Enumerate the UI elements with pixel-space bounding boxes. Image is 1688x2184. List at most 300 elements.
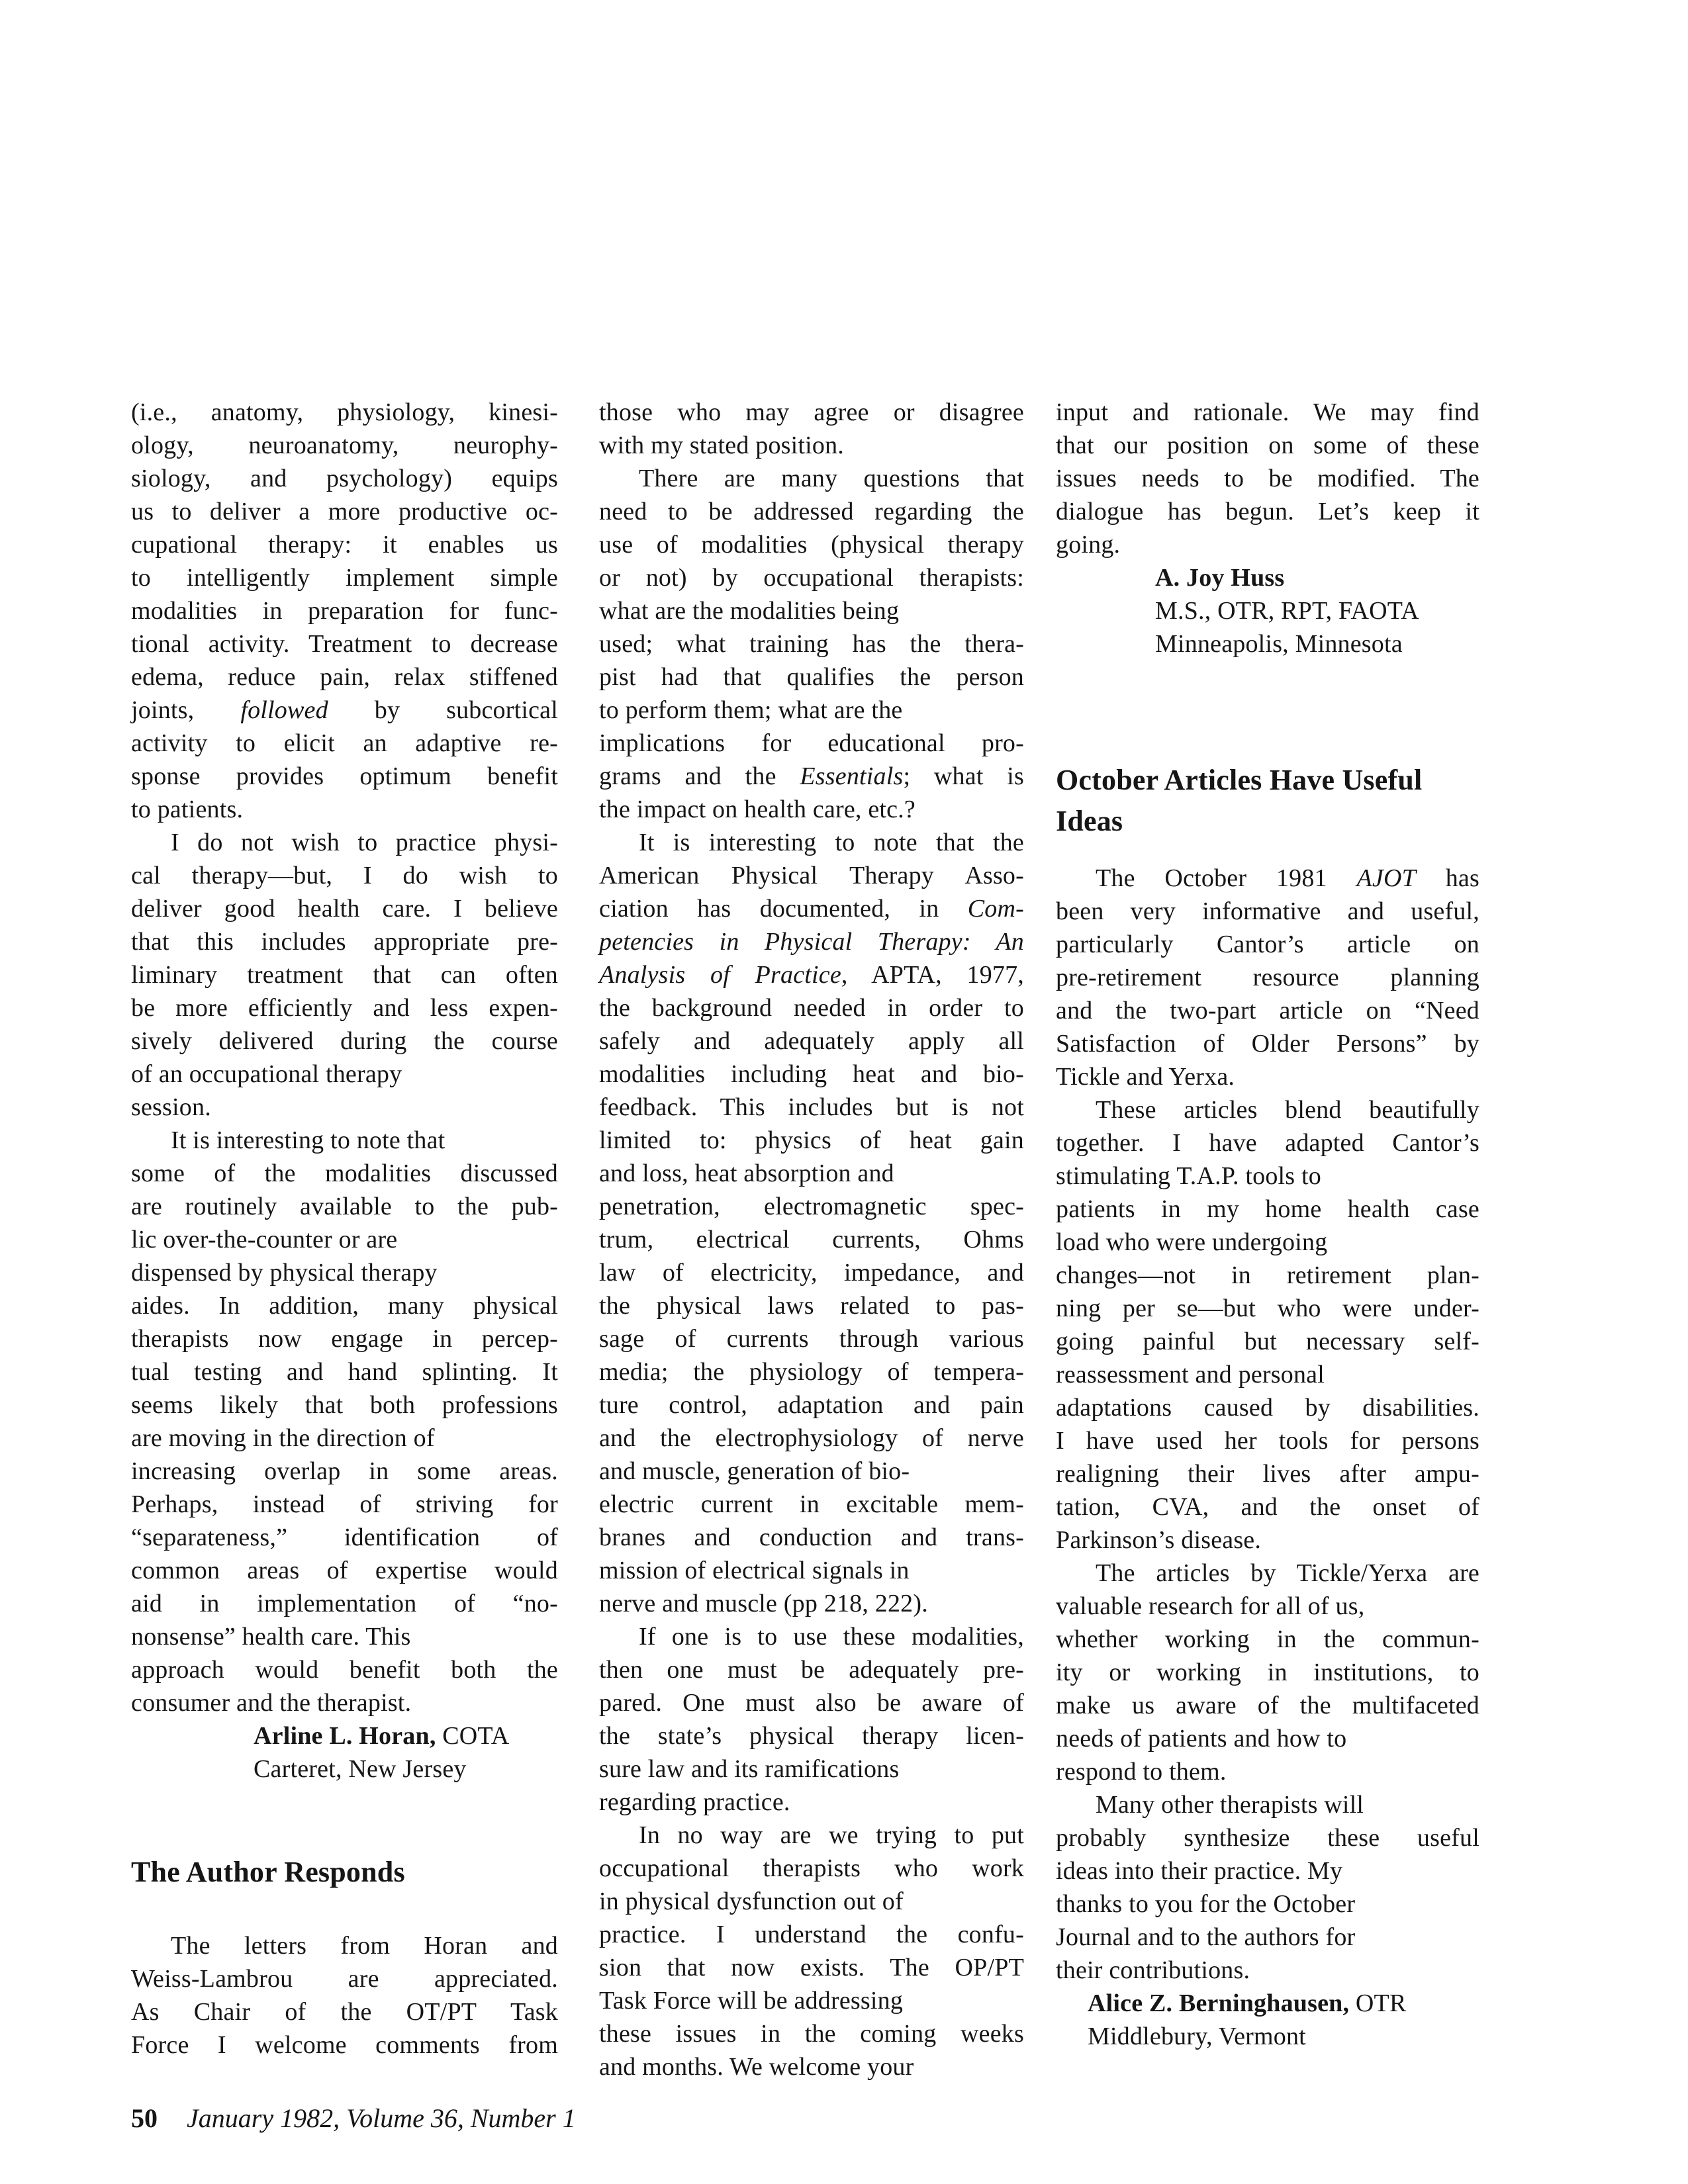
body-text: increasing overlap in some areas. xyxy=(131,1457,558,1485)
text-line xyxy=(131,1058,558,1091)
body-text: implications for educational pro- xyxy=(599,729,1024,757)
text-line xyxy=(131,1024,558,1058)
body-text: pared. One must also be aware of xyxy=(599,1689,1024,1717)
text-line xyxy=(131,1322,558,1355)
body-text: what are the modalities being xyxy=(599,597,900,625)
signature-block xyxy=(1056,561,1479,660)
body-text: and the two-part article on “Need xyxy=(1056,997,1479,1024)
text-line xyxy=(599,594,1024,627)
body-text: then one must be adequately pre- xyxy=(599,1656,1024,1684)
text-line xyxy=(1155,627,1479,660)
text-line xyxy=(599,1289,1024,1322)
body-text: cal therapy—but, I do wish to xyxy=(131,862,558,889)
body-text: Force I welcome comments from xyxy=(131,2031,558,2059)
body-text: and muscle, generation of bio- xyxy=(599,1457,910,1485)
text-line xyxy=(1056,396,1479,429)
paragraph xyxy=(1056,1093,1479,1557)
text-line xyxy=(599,1190,1024,1223)
spacer xyxy=(1056,842,1479,862)
text-line xyxy=(131,1289,558,1322)
body-text: sure law and its ramifications xyxy=(599,1755,900,1783)
body-text: are routinely available to the pub- xyxy=(131,1193,558,1220)
text-line xyxy=(1056,1888,1479,1921)
body-text: load who were undergoing xyxy=(1056,1228,1328,1256)
body-text: reassessment and personal xyxy=(1056,1361,1325,1388)
body-text: Satisfaction of Older Persons” by xyxy=(1056,1030,1479,1058)
body-text: adaptations caused by disabilities. xyxy=(1056,1394,1479,1422)
body-text: modalities including heat and bio- xyxy=(599,1060,1024,1088)
body-text: or not) by occupational therapists: xyxy=(599,564,1024,592)
body-text: these issues in the coming weeks xyxy=(599,2020,1024,2048)
body-text: The articles by Tickle/Yerxa are xyxy=(1096,1559,1479,1587)
body-text: been very informative and useful, xyxy=(1056,897,1479,925)
body-text: joints, xyxy=(131,696,241,724)
italic-text: AJOT xyxy=(1356,864,1416,892)
text-line xyxy=(1056,1160,1479,1193)
body-text: thanks to you for the October xyxy=(1056,1890,1356,1918)
body-text: I do not wish to practice physi- xyxy=(171,829,558,856)
text-line xyxy=(1056,429,1479,462)
text-line xyxy=(131,1929,558,1962)
text-line xyxy=(131,1852,558,1893)
body-text: probably synthesize these useful xyxy=(1056,1824,1479,1852)
body-text: consumer and the therapist. xyxy=(131,1689,412,1717)
paragraph xyxy=(131,1124,558,1719)
body-text: electric current in excitable mem- xyxy=(599,1490,1024,1518)
body-text: sage of currents through various xyxy=(599,1325,1024,1353)
text-line xyxy=(599,1719,1024,1752)
body-text: to perform them; what are the xyxy=(599,696,903,724)
body-text: by subcortical xyxy=(328,696,559,724)
body-text: the physical laws related to pas- xyxy=(599,1292,1024,1320)
paragraph xyxy=(599,826,1024,1620)
text-line xyxy=(1056,760,1479,801)
italic-text: petencies in Physical Therapy: An xyxy=(599,928,1024,956)
body-text: There are many questions that xyxy=(639,465,1024,492)
body-text: used; what training has the thera- xyxy=(599,630,1024,658)
text-line xyxy=(1056,928,1479,961)
body-text: American Physical Therapy Asso- xyxy=(599,862,1024,889)
text-line xyxy=(1056,528,1479,561)
body-text: dialogue has begun. Let’s keep it xyxy=(1056,498,1479,525)
text-line xyxy=(599,462,1024,495)
text-line xyxy=(1056,1490,1479,1524)
text-line xyxy=(599,1422,1024,1455)
signature-block xyxy=(131,1719,558,1786)
body-text: feedback. This includes but is not xyxy=(599,1093,1024,1121)
author-name: A. Joy Huss xyxy=(1155,564,1285,592)
text-line xyxy=(1056,961,1479,994)
body-text: pre-retirement resource planning xyxy=(1056,964,1479,991)
paragraph xyxy=(599,1620,1024,1819)
body-text: that our position on some of these xyxy=(1056,432,1479,459)
body-text: modalities in preparation for func- xyxy=(131,597,558,625)
italic-text: followed xyxy=(240,696,328,724)
body-text: together. I have adapted Cantor’s xyxy=(1056,1129,1479,1157)
paragraph xyxy=(1056,862,1479,1093)
text-line xyxy=(599,1587,1024,1620)
body-text: “separateness,” identification of xyxy=(131,1524,558,1551)
signature-block xyxy=(1056,1987,1479,2053)
column-2 xyxy=(599,396,1024,2083)
text-line xyxy=(599,958,1024,991)
text-line xyxy=(599,1355,1024,1388)
spacer xyxy=(131,1786,558,1852)
text-line xyxy=(131,760,558,793)
text-line xyxy=(1056,1060,1479,1093)
text-line xyxy=(599,1752,1024,1786)
paragraph xyxy=(1056,396,1479,561)
text-line xyxy=(1056,994,1479,1027)
paragraph xyxy=(1056,1788,1479,1987)
body-text: siology, and psychology) equips xyxy=(131,465,558,492)
body-text: OTR xyxy=(1349,1989,1407,2017)
body-text: grams and the xyxy=(599,762,800,790)
text-line xyxy=(599,760,1024,793)
text-line xyxy=(1056,1027,1479,1060)
body-text: sponse provides optimum benefit xyxy=(131,762,558,790)
body-text: penetration, electromagnetic spec- xyxy=(599,1193,1024,1220)
body-text: M.S., OTR, RPT, FAOTA xyxy=(1155,597,1419,625)
text-line xyxy=(131,958,558,991)
text-line xyxy=(599,396,1024,429)
text-line xyxy=(1056,1457,1479,1490)
paragraph xyxy=(599,462,1024,826)
body-text: input and rationale. We may find xyxy=(1056,398,1479,426)
text-line xyxy=(1056,1821,1479,1854)
text-line xyxy=(1056,1623,1479,1656)
body-text: nerve and muscle (pp 218, 222). xyxy=(599,1590,928,1617)
body-text: media; the physiology of tempera- xyxy=(599,1358,1024,1386)
body-text: patients in my home health case xyxy=(1056,1195,1479,1223)
body-text: therapists now engage in percep- xyxy=(131,1325,558,1353)
text-line xyxy=(131,826,558,859)
body-text: mission of electrical signals in xyxy=(599,1557,910,1584)
body-text: seems likely that both professions xyxy=(131,1391,558,1419)
italic-text: Analysis of Practice xyxy=(599,961,841,989)
text-line xyxy=(599,1024,1024,1058)
body-text: ; what is xyxy=(903,762,1024,790)
text-line xyxy=(599,727,1024,760)
text-line xyxy=(599,1786,1024,1819)
text-line xyxy=(1056,1193,1479,1226)
text-line xyxy=(599,859,1024,892)
heading-text: Ideas xyxy=(1056,805,1123,837)
body-text: lic over-the-counter or are xyxy=(131,1226,398,1253)
text-line xyxy=(1056,1557,1479,1590)
body-text: trum, electrical currents, Ohms xyxy=(599,1226,1024,1253)
body-text: the impact on health care, etc.? xyxy=(599,796,915,823)
body-text: to patients. xyxy=(131,796,244,823)
paragraph xyxy=(1056,1557,1479,1788)
body-text: Carteret, New Jersey xyxy=(254,1755,467,1783)
body-text: safely and adequately apply all xyxy=(599,1027,1024,1055)
body-text: going. xyxy=(1056,531,1121,559)
text-line xyxy=(1056,1325,1479,1358)
paragraph xyxy=(131,826,558,1124)
body-text: Task Force will be addressing xyxy=(599,1987,904,2015)
text-line xyxy=(254,1752,558,1786)
text-line xyxy=(131,1455,558,1488)
section-heading xyxy=(131,1852,558,1893)
text-line xyxy=(599,1951,1024,1984)
text-line xyxy=(1056,1424,1479,1457)
heading-text: October Articles Have Useful xyxy=(1056,764,1423,796)
body-text: It is interesting to note that the xyxy=(639,829,1024,856)
heading-text: The Author Responds xyxy=(131,1856,405,1888)
text-line xyxy=(131,1157,558,1190)
body-text: the state’s physical therapy licen- xyxy=(599,1722,1024,1750)
text-line xyxy=(1155,561,1479,594)
text-line xyxy=(599,826,1024,859)
body-text: , APTA, 1977, xyxy=(841,961,1024,989)
text-line xyxy=(131,1091,558,1124)
text-line xyxy=(599,528,1024,561)
text-line xyxy=(131,694,558,727)
body-text: session. xyxy=(131,1093,211,1121)
body-text: some of the modalities discussed xyxy=(131,1160,558,1187)
body-text: As Chair of the OT/PT Task xyxy=(131,1998,558,2026)
body-text: ning per se—but who were under- xyxy=(1056,1295,1479,1322)
paragraph xyxy=(131,396,558,826)
body-text: tual testing and hand splinting. It xyxy=(131,1358,558,1386)
author-name: Alice Z. Berninghausen, xyxy=(1088,1989,1350,2017)
body-text: issues needs to be modified. The xyxy=(1056,465,1479,492)
paragraph xyxy=(599,396,1024,462)
text-line xyxy=(131,1962,558,1995)
body-text: It is interesting to note that xyxy=(171,1126,445,1154)
body-text: make us aware of the multifaceted xyxy=(1056,1692,1479,1719)
body-text: If one is to use these modalities, xyxy=(639,1623,1024,1651)
body-text: These articles blend beautifully xyxy=(1096,1096,1479,1124)
body-text: common areas of expertise would xyxy=(131,1557,558,1584)
body-text: In no way are we trying to put xyxy=(639,1821,1024,1849)
text-line xyxy=(1056,1722,1479,1755)
body-text: sion that now exists. The OP/PT xyxy=(599,1954,1024,1981)
body-text: ideas into their practice. My xyxy=(1056,1857,1343,1885)
body-text: cupational therapy: it enables us xyxy=(131,531,558,559)
body-text: in physical dysfunction out of xyxy=(599,1888,904,1915)
body-text: ology, neuroanatomy, neurophy- xyxy=(131,432,558,459)
text-line xyxy=(599,495,1024,528)
text-line xyxy=(599,1554,1024,1587)
body-text: The letters from Horan and xyxy=(171,1932,558,1960)
text-line xyxy=(131,528,558,561)
body-text: use of modalities (physical therapy xyxy=(599,531,1024,559)
body-text: COTA xyxy=(436,1722,510,1750)
text-line xyxy=(131,1388,558,1422)
text-line xyxy=(131,1554,558,1587)
text-line xyxy=(131,495,558,528)
body-text: and the electrophysiology of nerve xyxy=(599,1424,1024,1452)
body-text: ture control, adaptation and pain xyxy=(599,1391,1024,1419)
body-text: deliver good health care. I believe xyxy=(131,895,558,923)
text-line xyxy=(131,859,558,892)
body-text: need to be addressed regarding the xyxy=(599,498,1024,525)
column-1 xyxy=(131,396,558,2062)
body-text: pist had that qualifies the person xyxy=(599,663,1024,691)
text-line xyxy=(131,727,558,760)
spacer xyxy=(131,1893,558,1929)
text-line xyxy=(254,1719,558,1752)
author-name: Arline L. Horan, xyxy=(254,1722,436,1750)
paragraph xyxy=(599,1819,1024,2083)
page-number: 50 xyxy=(131,2103,158,2133)
text-line xyxy=(1056,1954,1479,1987)
text-line xyxy=(1088,1987,1479,2020)
body-text: ciation has documented, in xyxy=(599,895,968,923)
text-line xyxy=(131,1190,558,1223)
text-line xyxy=(1056,1126,1479,1160)
text-line xyxy=(131,627,558,660)
text-line xyxy=(131,892,558,925)
body-text: tation, CVA, and the onset of xyxy=(1056,1493,1479,1521)
text-line xyxy=(1056,1656,1479,1689)
text-line xyxy=(131,1488,558,1521)
text-line xyxy=(1056,1259,1479,1292)
text-line xyxy=(131,1223,558,1256)
text-line xyxy=(1056,462,1479,495)
paragraph xyxy=(131,1929,558,2062)
body-text: that this includes appropriate pre- xyxy=(131,928,558,956)
text-line xyxy=(131,594,558,627)
body-text: (i.e., anatomy, physiology, kinesi- xyxy=(131,398,558,426)
text-line xyxy=(599,1653,1024,1686)
text-line xyxy=(599,1488,1024,1521)
text-line xyxy=(599,1984,1024,2017)
body-text: stimulating T.A.P. tools to xyxy=(1056,1162,1321,1190)
text-line xyxy=(1056,1590,1479,1623)
body-text: regarding practice. xyxy=(599,1788,790,1816)
body-text: nonsense” health care. This xyxy=(131,1623,411,1651)
text-line xyxy=(131,1686,558,1719)
text-line xyxy=(131,991,558,1024)
text-line xyxy=(131,2028,558,2062)
body-text: aid in implementation of “no- xyxy=(131,1590,558,1617)
text-line xyxy=(1088,2020,1479,2053)
text-line xyxy=(131,1521,558,1554)
text-line xyxy=(599,1058,1024,1091)
text-line xyxy=(131,561,558,594)
text-line xyxy=(131,793,558,826)
body-text: aides. In addition, many physical xyxy=(131,1292,558,1320)
text-line xyxy=(1056,801,1479,842)
text-line xyxy=(599,1885,1024,1918)
text-line xyxy=(131,396,558,429)
body-text: Minneapolis, Minnesota xyxy=(1155,630,1403,658)
text-line xyxy=(599,1852,1024,1885)
text-line xyxy=(599,1686,1024,1719)
journal-volume-line: January 1982, Volume 36, Number 1 xyxy=(187,2103,576,2133)
body-text: and months. We welcome your xyxy=(599,2053,914,2081)
body-text: liminary treatment that can often xyxy=(131,961,558,989)
body-text: I have used her tools for persons xyxy=(1056,1427,1479,1455)
text-line xyxy=(1056,1524,1479,1557)
body-text: Many other therapists will xyxy=(1096,1791,1364,1819)
body-text: ity or working in institutions, to xyxy=(1056,1659,1479,1686)
body-text: Tickle and Yerxa. xyxy=(1056,1063,1235,1091)
text-line xyxy=(599,1223,1024,1256)
body-text: of an occupational therapy xyxy=(131,1060,402,1088)
body-text: Journal and to the authors for xyxy=(1056,1923,1356,1951)
text-line xyxy=(599,1091,1024,1124)
body-text: Parkinson’s disease. xyxy=(1056,1526,1262,1554)
text-line xyxy=(1056,1391,1479,1424)
page-footer xyxy=(131,2102,576,2135)
text-line xyxy=(1056,895,1479,928)
text-line xyxy=(131,1995,558,2028)
text-line xyxy=(1056,1093,1479,1126)
body-text: branes and conduction and trans- xyxy=(599,1524,1024,1551)
text-line xyxy=(599,793,1024,826)
text-line xyxy=(599,1819,1024,1852)
text-line xyxy=(599,1256,1024,1289)
text-line xyxy=(131,1587,558,1620)
text-line xyxy=(1056,495,1479,528)
body-text: the background needed in order to xyxy=(599,994,1024,1022)
text-line xyxy=(599,1124,1024,1157)
text-line xyxy=(599,892,1024,925)
section-heading xyxy=(1056,760,1479,842)
text-line xyxy=(599,694,1024,727)
body-text: their contributions. xyxy=(1056,1956,1250,1984)
text-line xyxy=(599,2017,1024,2050)
body-text: with my stated position. xyxy=(599,432,845,459)
body-text: to intelligently implement simple xyxy=(131,564,558,592)
body-text: be more efficiently and less expen- xyxy=(131,994,558,1022)
text-line xyxy=(599,1620,1024,1653)
body-text: approach would benefit both the xyxy=(131,1656,558,1684)
text-line xyxy=(131,1124,558,1157)
text-line xyxy=(1056,1226,1479,1259)
text-line xyxy=(599,1918,1024,1951)
body-text: sively delivered during the course xyxy=(131,1027,558,1055)
body-text: Middlebury, Vermont xyxy=(1088,2023,1306,2050)
body-text: activity to elicit an adaptive re- xyxy=(131,729,558,757)
body-text: tional activity. Treatment to decrease xyxy=(131,630,558,658)
text-line xyxy=(131,1256,558,1289)
text-line xyxy=(131,1355,558,1388)
spacer xyxy=(1056,660,1479,760)
text-line xyxy=(131,429,558,462)
body-text: and loss, heat absorption and xyxy=(599,1160,894,1187)
text-line xyxy=(599,991,1024,1024)
body-text: needs of patients and how to xyxy=(1056,1725,1347,1752)
text-line xyxy=(1056,1755,1479,1788)
body-text: practice. I understand the confu- xyxy=(599,1921,1024,1948)
text-line xyxy=(599,1388,1024,1422)
body-text: has xyxy=(1415,864,1479,892)
body-text: whether working in the commun- xyxy=(1056,1625,1479,1653)
body-text: those who may agree or disagree xyxy=(599,398,1024,426)
text-line xyxy=(1056,1921,1479,1954)
body-text: occupational therapists who work xyxy=(599,1854,1024,1882)
text-line xyxy=(131,660,558,694)
body-text: Weiss-Lambrou are appreciated. xyxy=(131,1965,558,1993)
text-line xyxy=(131,925,558,958)
text-line xyxy=(599,561,1024,594)
text-line xyxy=(599,1455,1024,1488)
body-text: The October 1981 xyxy=(1096,864,1357,892)
body-text: law of electricity, impedance, and xyxy=(599,1259,1024,1287)
text-line xyxy=(131,1422,558,1455)
body-text: Perhaps, instead of striving for xyxy=(131,1490,558,1518)
body-text: respond to them. xyxy=(1056,1758,1227,1786)
text-line xyxy=(599,429,1024,462)
body-text: are moving in the direction of xyxy=(131,1424,435,1452)
body-text: changes—not in retirement plan- xyxy=(1056,1261,1479,1289)
body-text: valuable research for all of us, xyxy=(1056,1592,1365,1620)
